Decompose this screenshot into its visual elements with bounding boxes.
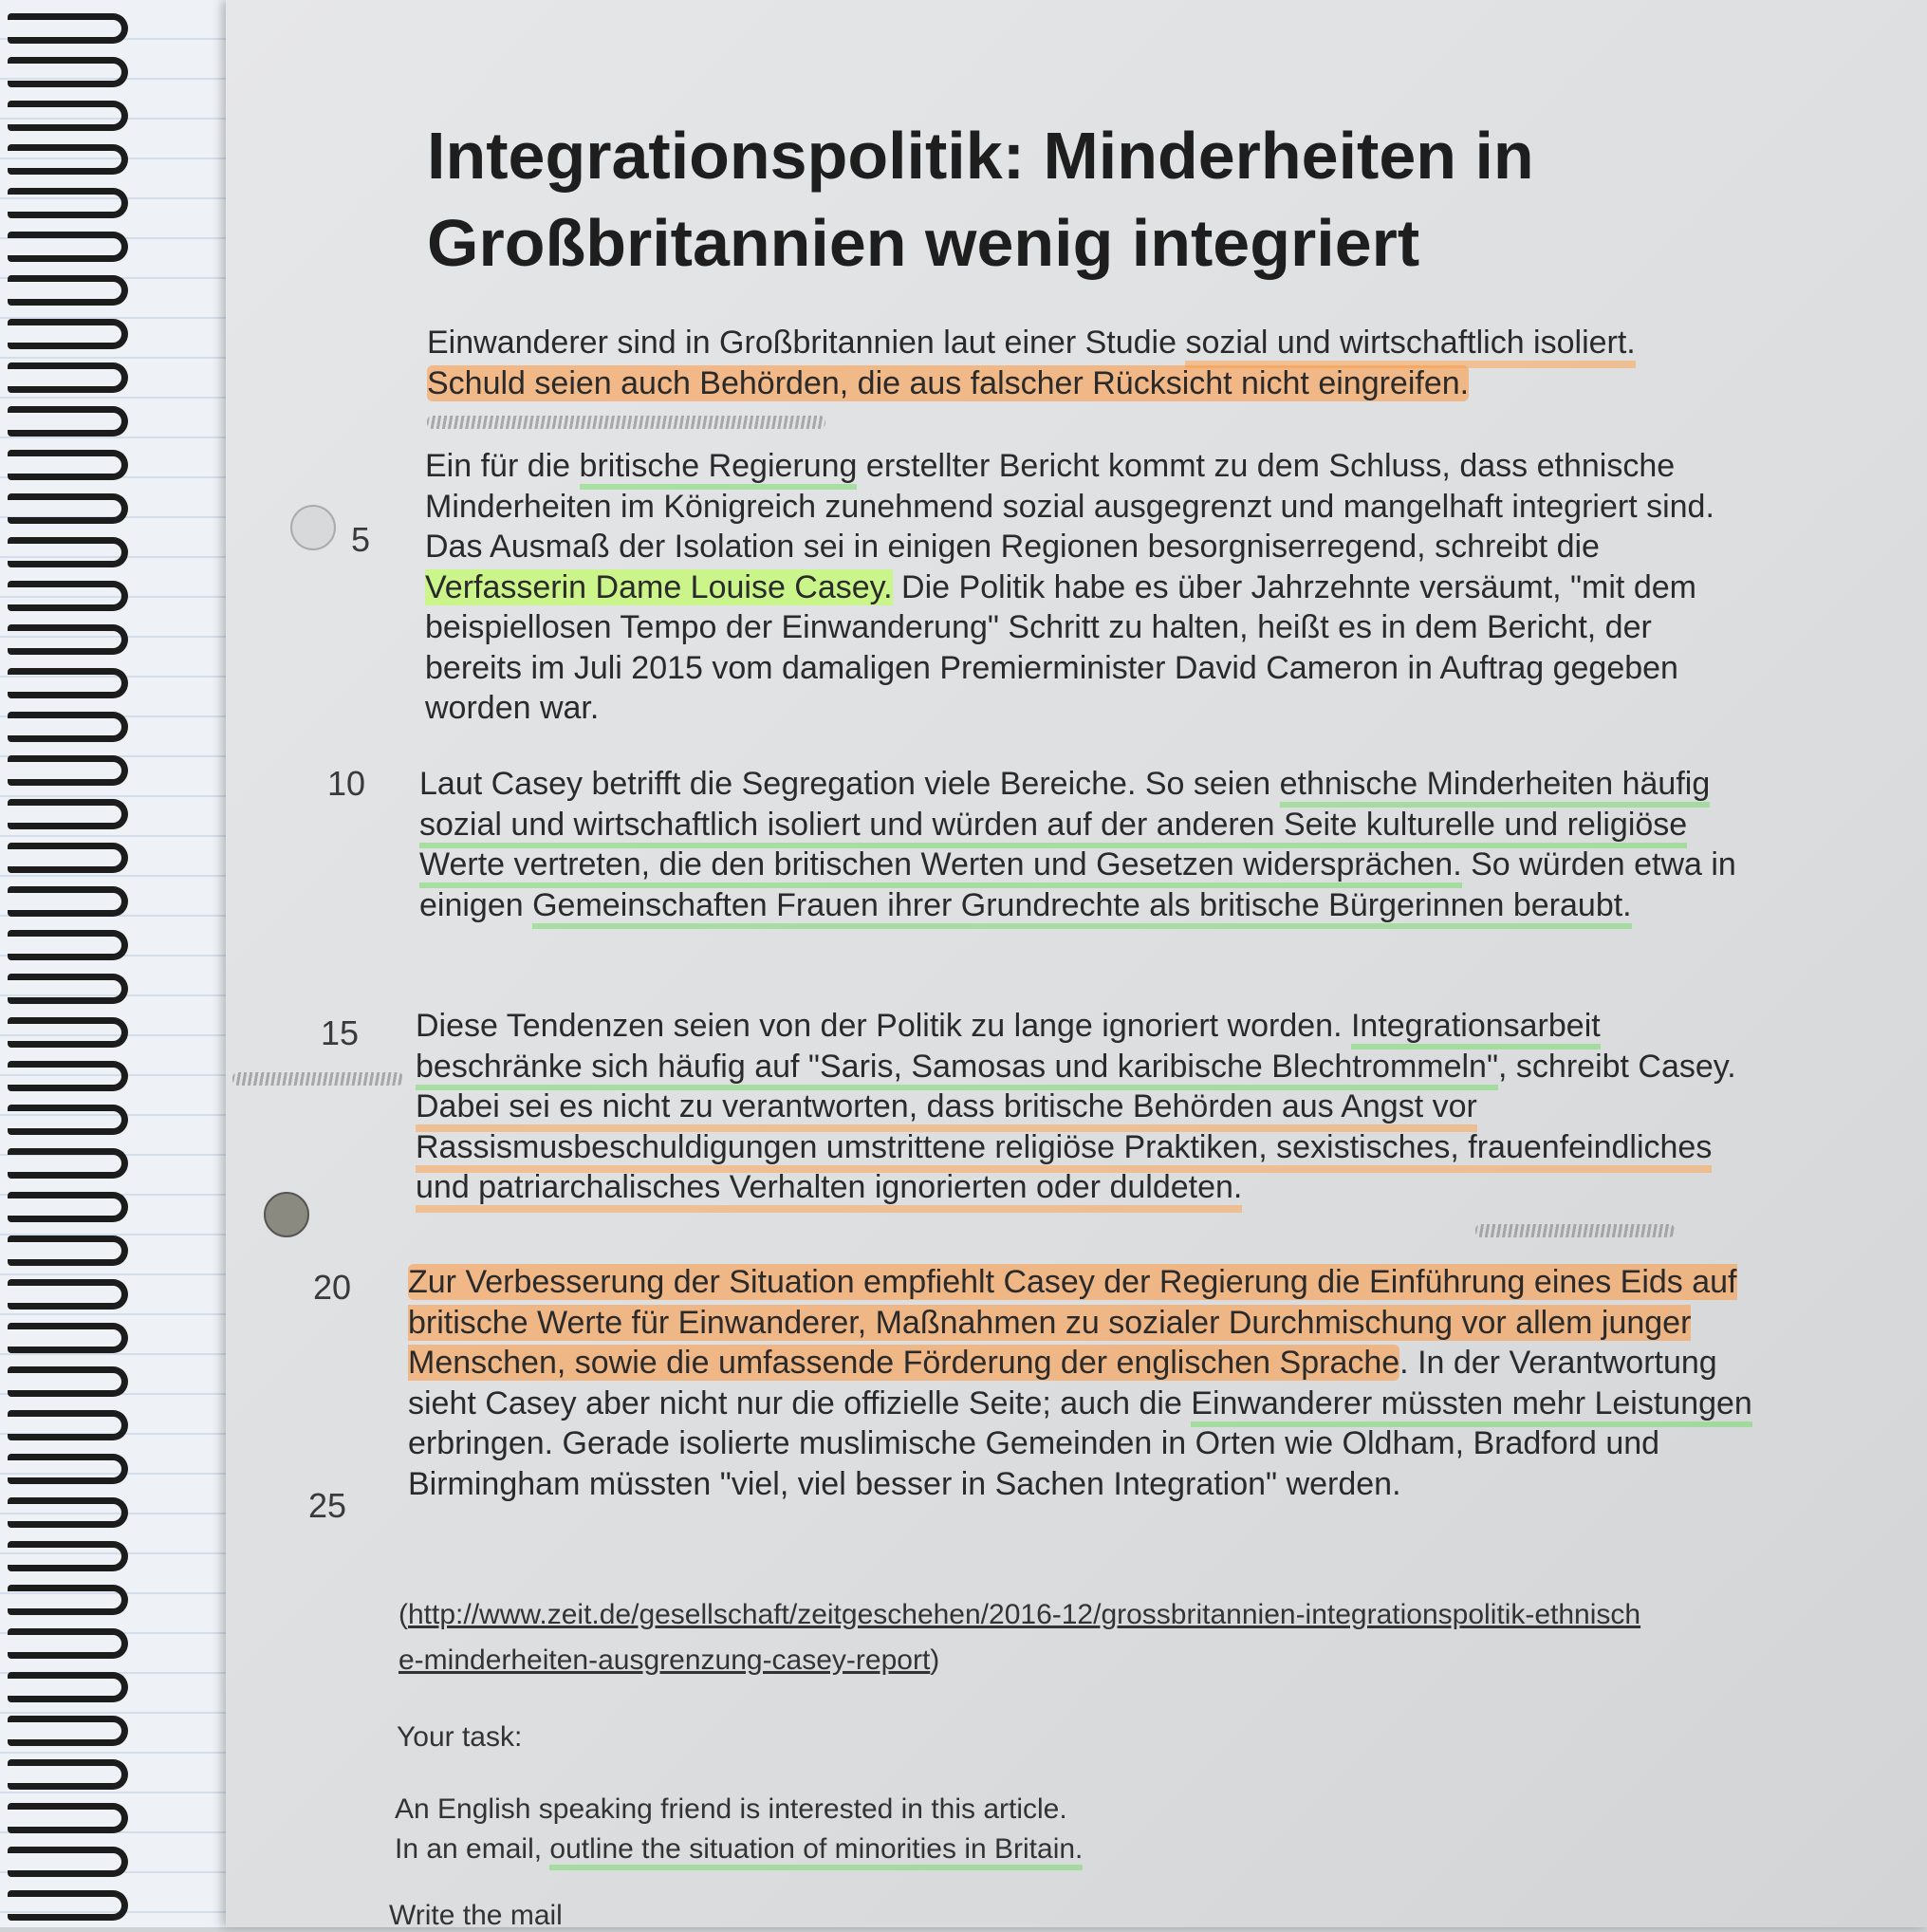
- p1-text-b: britische Regierung: [580, 448, 858, 490]
- paragraph-1: [425, 446, 1753, 729]
- lead-text-3: Schuld seien auch Behörden, die aus falscher Rücksicht nicht eingreifen.: [427, 364, 1470, 401]
- p2-text-d: Gemeinschaften Frauen ihrer Grundrechte als britische Bürgerinnen beraubt.: [532, 887, 1632, 929]
- spiral-ring: [8, 1497, 128, 1528]
- p3-text-b: Integrationsarbeit beschränke sich häufig auf "Saris, Samosas und karibische Blechtrommeln": [416, 1008, 1601, 1090]
- spiral-ring: [8, 712, 128, 742]
- spiral-ring: [8, 1672, 128, 1702]
- task-label: Your task:: [397, 1721, 523, 1753]
- p4-text-a: Zur Verbesserung der Situation empfiehlt Casey der Regierung die Einführung eines Eids auf britische Werte für Einwanderer, Maßnahmen zu sozialer Durchmischung vor allem junger Menschen, sowie die umfassende Förderung der englischen Sprache: [408, 1264, 1737, 1381]
- spiral-ring: [8, 1803, 128, 1833]
- source-citation: [398, 1592, 1651, 1683]
- task-description: [395, 1790, 1533, 1869]
- p1-text-d: Verfasserin Dame Louise Casey.: [425, 568, 893, 605]
- spiral-ring: [8, 232, 128, 262]
- p1-text-e: Die Politik habe es über Jahrzehnte versäumt, "mit dem beispiellosen Tempo der Einwanderung" Schritt zu halten, heißt es in dem Bericht, der bereits im Juli 2015 vom damaligen Premierminister David Cameron in Auftrag gegeben worden war.: [425, 568, 1696, 726]
- source-open-paren: (: [398, 1599, 408, 1630]
- spiral-ring: [8, 188, 128, 218]
- line-number-25: 25: [307, 1486, 346, 1525]
- task-line-2a: In an email,: [395, 1833, 550, 1865]
- p4-text-c: Einwanderer müssten mehr Leistungen: [1191, 1385, 1752, 1427]
- spiral-ring: [8, 537, 128, 567]
- spiral-ring: [8, 1541, 128, 1571]
- spiral-ring: [8, 843, 128, 873]
- task-line-2b: outline the situation of minorities in Britain.: [549, 1833, 1083, 1870]
- line-number-15: 15: [320, 1013, 359, 1052]
- spiral-ring: [8, 319, 128, 349]
- spiral-ring: [8, 755, 128, 786]
- spiral-ring: [8, 1105, 128, 1135]
- spiral-ring: [8, 886, 128, 917]
- p2-text-a: Laut Casey betrifft die Segregation viele Bereiche. So seien: [419, 766, 1280, 802]
- spiral-ring: [8, 362, 128, 393]
- spiral-ring: [8, 1235, 128, 1266]
- punch-hole-bottom: [264, 1192, 309, 1237]
- spiral-ring: [8, 1890, 128, 1921]
- line-number-10: 10: [326, 764, 365, 803]
- p1-text-c: erstellter Bericht kommt zu dem Schluss, dass ethnische Minderheiten im Königreich zunehmend sozial ausgegrenzt und mangelhaft integriert sind. Das Ausmaß der Isolation sei in einigen Regionen besorgniserregend, schreibt die: [425, 448, 1714, 565]
- spiral-ring: [8, 1366, 128, 1397]
- spiral-ring: [8, 1716, 128, 1746]
- spiral-ring: [8, 1847, 128, 1877]
- line-number-5: 5: [350, 520, 370, 559]
- spiral-ring: [8, 1759, 128, 1790]
- spiral-ring: [8, 101, 128, 131]
- spiral-ring: [8, 1454, 128, 1484]
- p2-text-c: So würden etwa in einigen: [419, 846, 1736, 923]
- spiral-ring: [8, 275, 128, 306]
- spiral-ring: [8, 450, 128, 480]
- spiral-notebook: [0, 0, 232, 1927]
- spiral-ring: [8, 493, 128, 524]
- line-number-20: 20: [312, 1268, 351, 1307]
- lead-paragraph: [427, 323, 1746, 403]
- lead-text-2: sozial und wirtschaftlich isoliert.: [1185, 325, 1635, 368]
- pencil-scribble-right: [1475, 1224, 1675, 1237]
- p4-text-b: . In der Verantwortung sieht Casey aber nicht nur die offizielle Seite; auch die: [408, 1345, 1717, 1421]
- spiral-ring: [8, 1279, 128, 1310]
- paragraph-2: [419, 764, 1748, 925]
- task-line-1: An English speaking friend is interested in this article.: [395, 1793, 1067, 1825]
- p4-text-d: erbringen. Gerade isolierte muslimische Gemeinden in Orten wie Oldham, Bradford und Birmingham müssten "viel, viel besser in Sachen Integration" werden.: [408, 1425, 1660, 1502]
- spiral-ring: [8, 799, 128, 829]
- p1-text-a: Ein für die: [425, 448, 580, 484]
- pencil-scribble-margin: [232, 1072, 403, 1086]
- spiral-ring: [8, 406, 128, 437]
- paragraph-4: [408, 1262, 1774, 1504]
- paragraph-3: [416, 1006, 1763, 1208]
- spiral-ring: [8, 581, 128, 611]
- spiral-ring: [8, 974, 128, 1004]
- p3-text-a: Diese Tendenzen seien von der Politik zu lange ignoriert worden.: [416, 1008, 1351, 1044]
- article-title: Integrationspolitik: Minderheiten in Großbritannien wenig integriert: [427, 119, 1534, 280]
- p3-text-d: Dabei sei es nicht zu verantworten, dass britische Behörden aus Angst vor Rassismusbeschuldigungen umstrittene religiöse Praktiken, sexistisches, frauenfeindliches und patriarchalisches Verhalten ignorierten oder duldeten.: [416, 1088, 1712, 1213]
- spiral-ring: [8, 1323, 128, 1353]
- spiral-ring: [8, 1585, 128, 1615]
- source-close-paren: ): [930, 1644, 940, 1676]
- spiral-ring: [8, 1061, 128, 1091]
- spiral-ring: [8, 1192, 128, 1222]
- spiral-ring: [8, 1017, 128, 1048]
- spiral-ring: [8, 930, 128, 960]
- pencil-scribble: [427, 416, 825, 429]
- spiral-ring: [8, 624, 128, 655]
- spiral-ring: [8, 144, 128, 175]
- spiral-ring: [8, 57, 128, 87]
- source-link[interactable]: http://www.zeit.de/gesellschaft/zeitgeschehen/2016-12/grossbritannien-integrationspolitik-ethnische-minderheiten-ausgrenzung-casey-report: [398, 1599, 1641, 1676]
- task-write-instruction: Write the mail: [389, 1900, 563, 1931]
- spiral-ring: [8, 668, 128, 698]
- spiral-ring: [8, 1148, 128, 1179]
- p3-text-c: , schreibt Casey.: [1498, 1048, 1736, 1085]
- spiral-ring: [8, 1628, 128, 1659]
- lead-text-1: Einwanderer sind in Großbritannien laut einer Studie: [427, 325, 1186, 361]
- spiral-ring: [8, 1410, 128, 1440]
- p2-text-b: ethnische Minderheiten häufig sozial und wirtschaftlich isoliert und würden auf der anderen Seite kulturelle und religiöse Werte vertreten, die den britischen Werten und Gesetzen widersprächen.: [419, 766, 1710, 888]
- spiral-ring: [8, 13, 128, 44]
